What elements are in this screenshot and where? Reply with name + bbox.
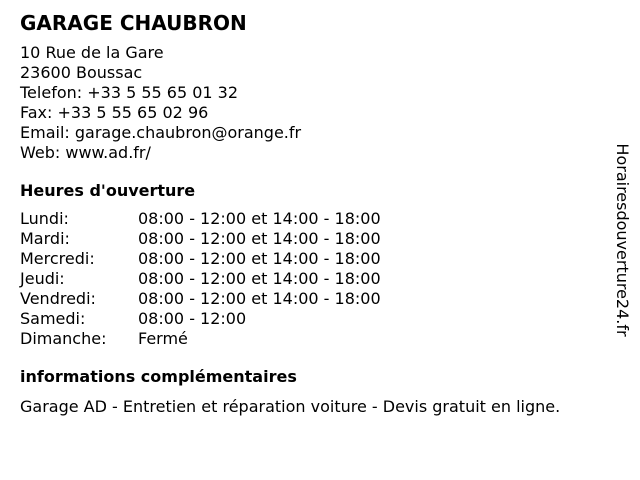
- hours-table: [20, 209, 615, 349]
- email-address: Email: garage.chaubron@orange.fr: [20, 123, 302, 142]
- business-name: GARAGE CHAUBRON: [20, 11, 247, 35]
- fax-number: Fax: +33 5 55 65 02 96: [20, 103, 209, 122]
- hours-row-friday: [20, 289, 615, 309]
- hours-time-value: 08:00 - 12:00 et 14:00 - 18:00: [138, 269, 381, 288]
- hours-day-label: Mercredi:: [20, 249, 95, 268]
- hours-day-label: Dimanche:: [20, 329, 107, 348]
- info-description: Garage AD - Entretien et réparation voiture - Devis gratuit en ligne.: [20, 397, 561, 416]
- hours-time-value: 08:00 - 12:00 et 14:00 - 18:00: [138, 209, 381, 228]
- hours-row-thursday: [20, 269, 615, 289]
- hours-row-wednesday: [20, 249, 615, 269]
- hours-time-value: 08:00 - 12:00: [138, 309, 247, 328]
- business-card: [20, 10, 615, 418]
- hours-row-tuesday: [20, 229, 615, 249]
- hours-row-monday: [20, 209, 615, 229]
- hours-time-value: 08:00 - 12:00 et 14:00 - 18:00: [138, 289, 381, 308]
- hours-time-value: Fermé: [138, 329, 188, 348]
- hours-day-label: Jeudi:: [20, 269, 65, 288]
- hours-heading: Heures d'ouverture: [20, 181, 196, 200]
- contact-block: [20, 43, 615, 163]
- hours-row-sunday: [20, 329, 615, 349]
- website: Web: www.ad.fr/: [20, 143, 151, 162]
- address-street: 10 Rue de la Gare: [20, 43, 164, 62]
- address-city: 23600 Boussac: [20, 63, 143, 82]
- hours-day-label: Vendredi:: [20, 289, 96, 308]
- hours-time-value: 08:00 - 12:00 et 14:00 - 18:00: [138, 229, 381, 248]
- hours-row-saturday: [20, 309, 615, 329]
- phone-number: Telefon: +33 5 55 65 01 32: [20, 83, 239, 102]
- site-watermark: Horairesdouverture24.fr: [613, 143, 632, 337]
- hours-day-label: Lundi:: [20, 209, 69, 228]
- info-heading: informations complémentaires: [20, 367, 297, 386]
- hours-day-label: Samedi:: [20, 309, 86, 328]
- hours-time-value: 08:00 - 12:00 et 14:00 - 18:00: [138, 249, 381, 268]
- hours-day-label: Mardi:: [20, 229, 70, 248]
